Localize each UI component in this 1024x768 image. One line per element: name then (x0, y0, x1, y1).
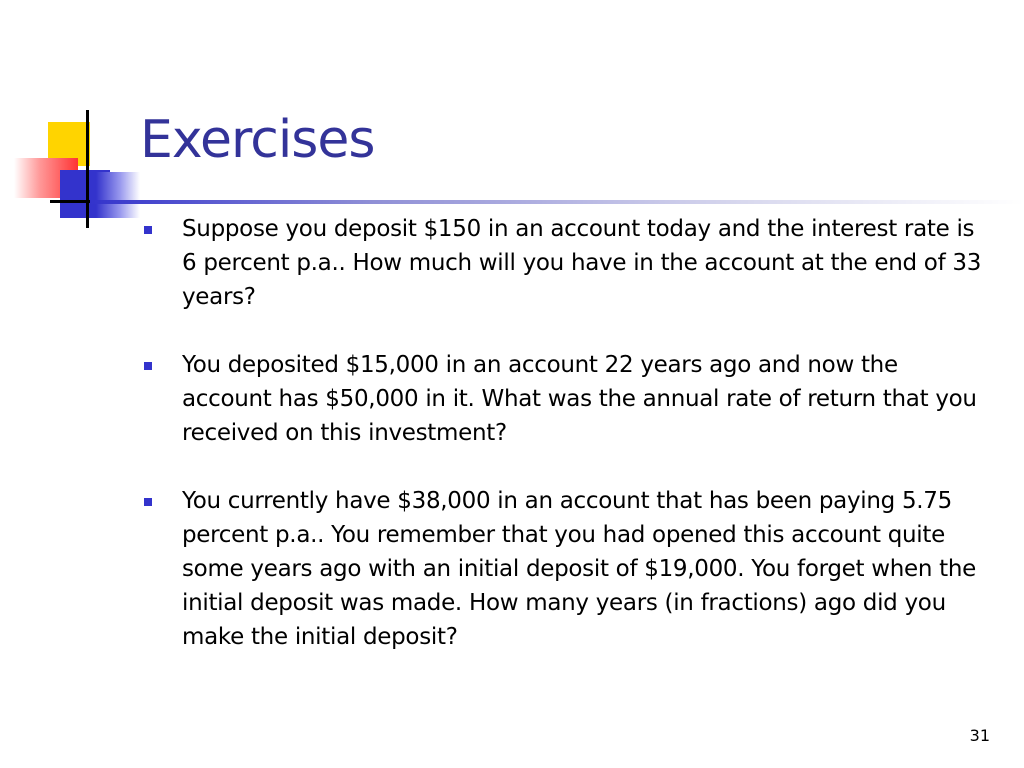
decorative-logo (0, 0, 150, 240)
bullet-item (140, 212, 990, 314)
bullet-text: You currently have $38,000 in an account that has been paying 5.75 percent p.a.. You remember that you had opened this account quite some years ago with an initial deposit of $19,000. You forget when the initial deposit was made. How many years (in fractions) ago did you make the initial deposit? (182, 488, 977, 650)
title-underline (90, 200, 1024, 204)
bullet-text: You deposited $15,000 in an account 22 years ago and now the account has $50,000 in it. What was the annual rate of return that you received on this investment? (182, 352, 977, 446)
bullet-square-icon (144, 498, 152, 506)
bullet-list (140, 212, 990, 688)
page-number: 31 (969, 726, 990, 745)
bullet-item (140, 484, 990, 654)
slide-title: Exercises (140, 110, 375, 170)
bullet-text: Suppose you deposit $150 in an account today and the interest rate is 6 percent p.a.. How much will you have in the account at the end of 33 years? (182, 216, 982, 310)
vertical-line (86, 110, 89, 228)
bullet-square-icon (144, 226, 152, 234)
bullet-item (140, 348, 990, 450)
bullet-square-icon (144, 362, 152, 370)
blue-gradient-square (96, 172, 140, 218)
